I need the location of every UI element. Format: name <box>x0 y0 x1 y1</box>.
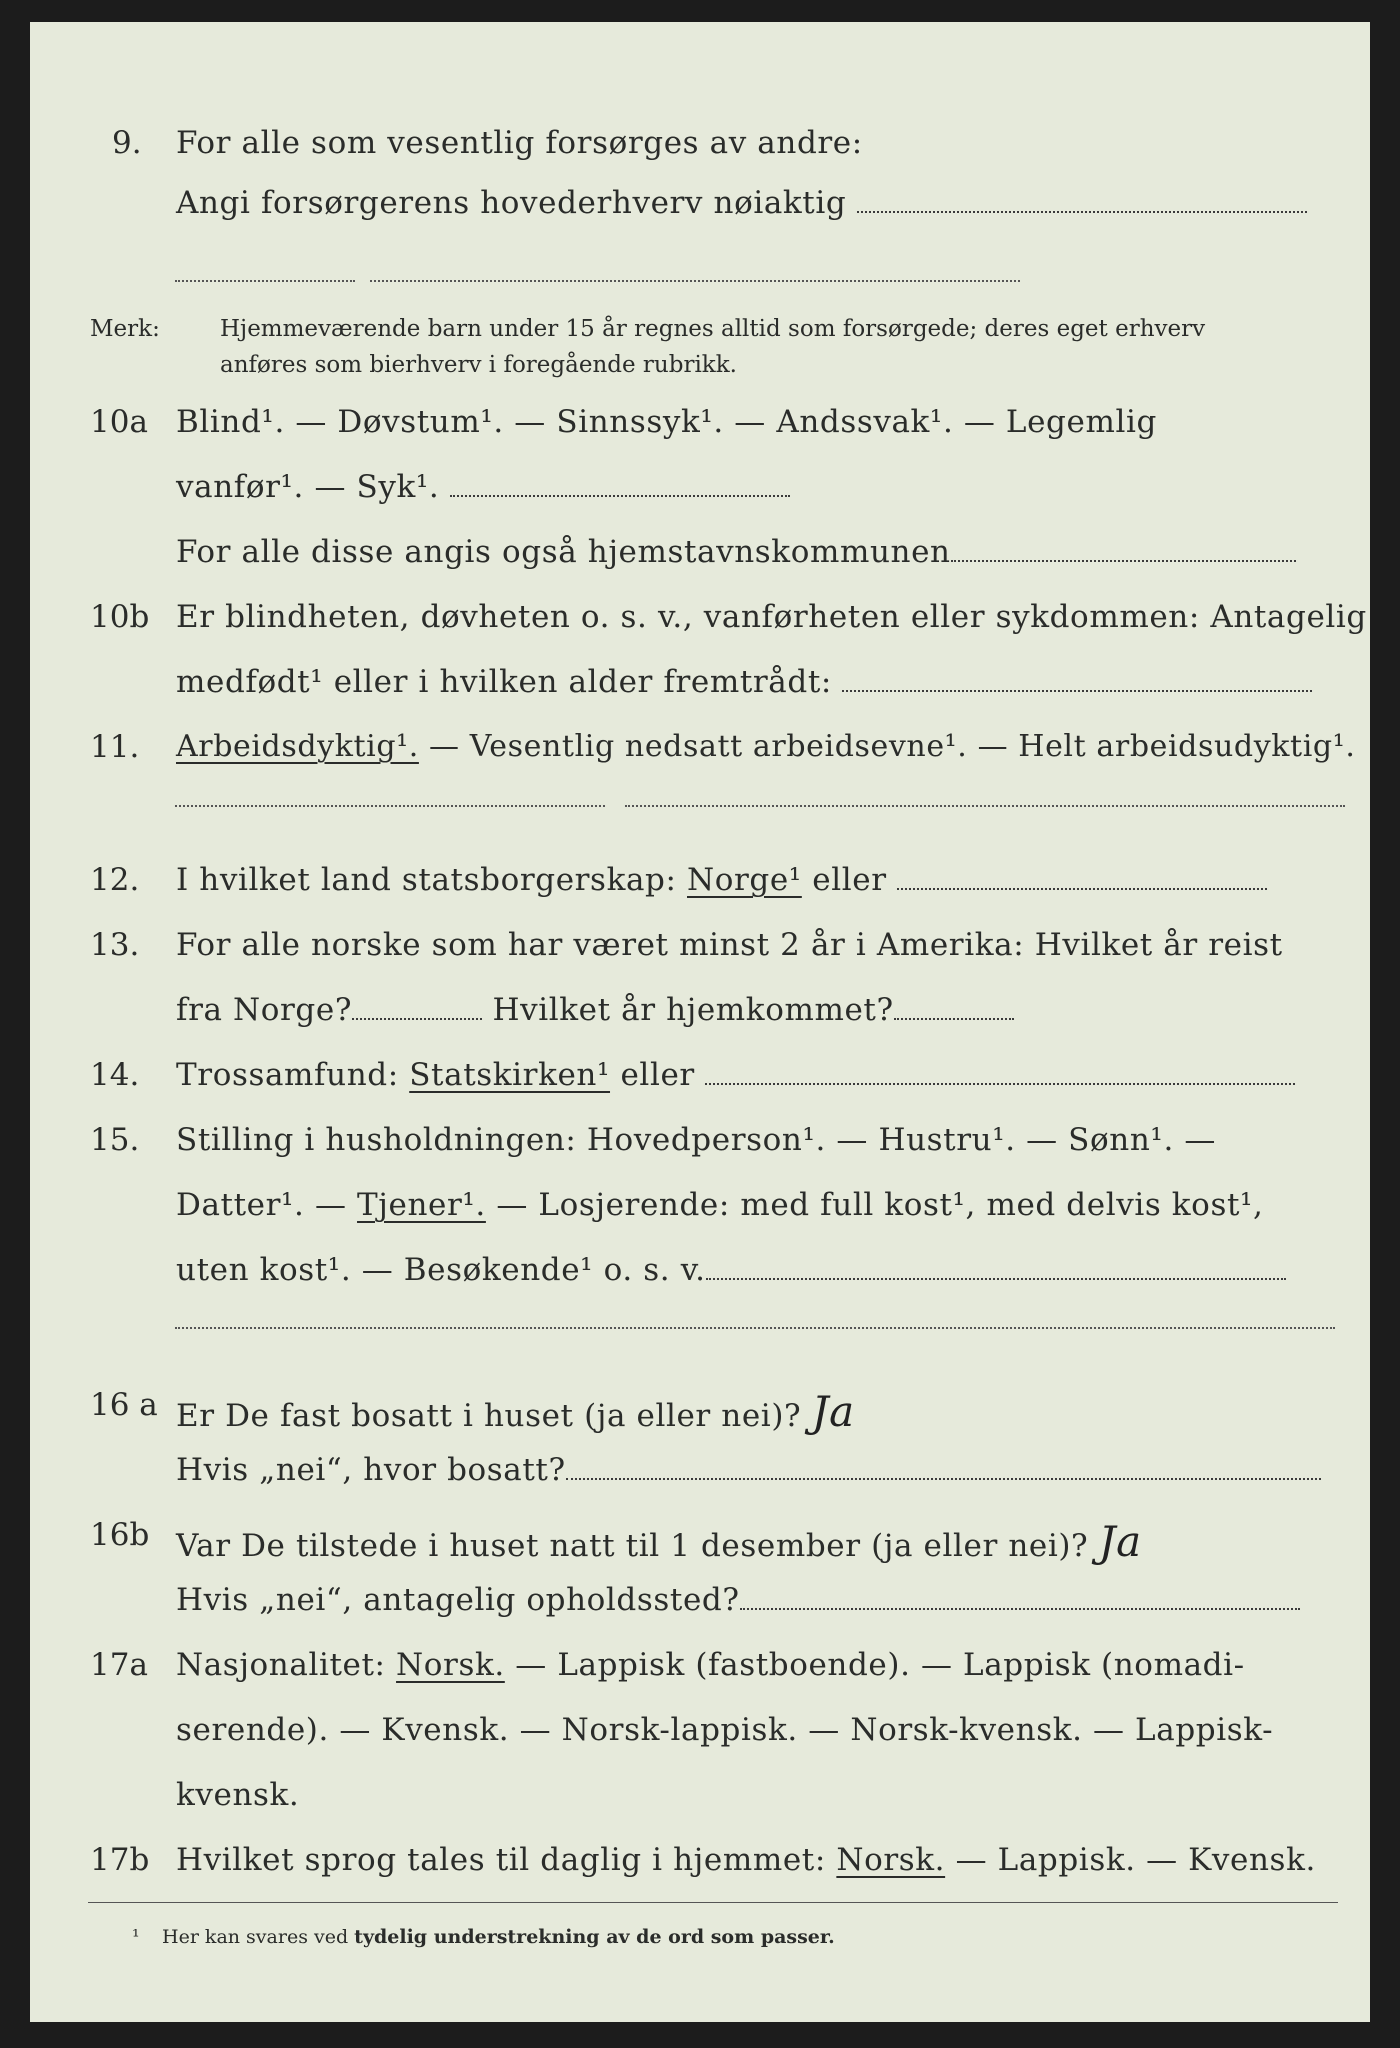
q17b-line: Hvilket sprog tales til daglig i hjemmet: Norsk. — Lappisk. — Kvensk. <box>176 1842 1316 1878</box>
q16a-line2: Hvis „nei“, hvor bosatt? <box>176 1452 1321 1488</box>
q14-selected-option: Statskirken¹ <box>409 1057 611 1093</box>
q10a-line2: vanfør¹. — Syk¹. <box>176 469 790 505</box>
q16b-line2: Hvis „nei“, antagelig opholdssted? <box>176 1582 1300 1618</box>
answer-line[interactable] <box>706 1278 1286 1280</box>
question-number: 17a <box>90 1647 148 1683</box>
answer-line[interactable] <box>705 1083 1295 1085</box>
question-number: 15. <box>90 1122 140 1158</box>
q17a-selected-option: Norsk. <box>396 1647 505 1683</box>
footnote-divider <box>88 1902 1338 1903</box>
question-number: 13. <box>90 927 140 963</box>
question-number: 17b <box>90 1842 150 1878</box>
merk-line1: Hjemmeværende barn under 15 år regnes alltid som forsørgede; deres eget erhverv <box>220 316 1206 342</box>
q17a-line1: Nasjonalitet: Norsk. — Lappisk (fastboende). — Lappisk (nomadi- <box>176 1647 1245 1683</box>
q11-selected-option: Arbeidsdyktig¹. <box>176 729 419 764</box>
q17b-selected-option: Norsk. <box>836 1842 946 1878</box>
answer-line[interactable] <box>175 280 355 282</box>
answer-line[interactable] <box>897 888 1267 890</box>
q10a-line3: For alle disse angis også hjemstavnskommunen <box>176 534 1296 570</box>
question-number: 10a <box>90 404 148 440</box>
q16a-handwritten-answer: Ja <box>811 1387 855 1436</box>
footnote-mark: ¹ <box>132 1926 140 1948</box>
q16b-handwritten-answer: Ja <box>1098 1517 1142 1566</box>
q15-line2: Datter¹. — Tjener¹. — Losjerende: med full kost¹, med delvis kost¹, <box>176 1187 1264 1223</box>
q12-selected-option: Norge¹ <box>687 862 802 898</box>
census-form-page <box>30 22 1370 2022</box>
q12-line: I hvilket land statsborgerskap: Norge¹ eller <box>176 862 1267 898</box>
answer-line[interactable] <box>352 1018 482 1020</box>
q11-line: Arbeidsdyktig¹. — Vesentlig nedsatt arbeidsevne¹. — Helt arbeidsudyktig¹. <box>176 729 1356 764</box>
answer-line[interactable] <box>857 211 1307 213</box>
answer-line[interactable] <box>175 805 605 807</box>
q15-selected-option: Tjener¹. <box>357 1187 486 1223</box>
footnote-text: Her kan svares ved tydelig understrekning av de ord som passer. <box>162 1926 835 1948</box>
q16a-line1: Er De fast bosatt i huset (ja eller nei)? Ja <box>176 1387 855 1436</box>
q10b-line2: medfødt¹ eller i hvilken alder fremtrådt: <box>176 664 1312 700</box>
answer-line[interactable] <box>951 560 1296 562</box>
merk-label: Merk: <box>90 316 160 342</box>
answer-line[interactable] <box>740 1608 1300 1610</box>
question-number: 14. <box>90 1057 140 1093</box>
q15-line3: uten kost¹. — Besøkende¹ o. s. v. <box>176 1252 1286 1288</box>
q17a-line3: kvensk. <box>176 1777 300 1813</box>
answer-line[interactable] <box>625 805 1345 807</box>
answer-line[interactable] <box>175 1327 1335 1329</box>
question-number: 10b <box>90 599 150 635</box>
answer-line[interactable] <box>894 1018 1014 1020</box>
question-number: 11. <box>90 729 140 765</box>
q16b-line1: Var De tilstede i huset natt til 1 desember (ja eller nei)? Ja <box>176 1517 1142 1566</box>
question-number: 12. <box>90 862 140 898</box>
q14-line: Trossamfund: Statskirken¹ eller <box>176 1057 1295 1093</box>
answer-line[interactable] <box>842 690 1312 692</box>
question-number: 16 a <box>90 1387 158 1423</box>
q17a-line2: serende). — Kvensk. — Norsk-lappisk. — Norsk-kvensk. — Lappisk- <box>176 1712 1274 1748</box>
q13-line2: fra Norge? Hvilket år hjemkommet? <box>176 992 1014 1028</box>
answer-line[interactable] <box>370 280 1020 282</box>
q13-line1: For alle norske som har været minst 2 år i Amerika: Hvilket år reist <box>176 927 1283 963</box>
q10a-line1: Blind¹. — Døvstum¹. — Sinnssyk¹. — Andssvak¹. — Legemlig <box>176 404 1157 440</box>
question-number: 9. <box>112 125 142 161</box>
answer-line[interactable] <box>450 495 790 497</box>
q9-line2: Angi forsørgerens hovederhverv nøiaktig <box>176 185 1307 221</box>
q9-line1: For alle som vesentlig forsørges av andre: <box>176 125 863 161</box>
answer-line[interactable] <box>566 1478 1321 1480</box>
question-number: 16b <box>90 1517 150 1553</box>
merk-line2: anføres som bierhverv i foregående rubrikk. <box>220 352 737 378</box>
q15-line1: Stilling i husholdningen: Hovedperson¹. — Hustru¹. — Sønn¹. — <box>176 1122 1216 1158</box>
q10b-line1: Er blindheten, døvheten o. s. v., vanførheten eller sykdommen: Antagelig <box>176 599 1367 635</box>
